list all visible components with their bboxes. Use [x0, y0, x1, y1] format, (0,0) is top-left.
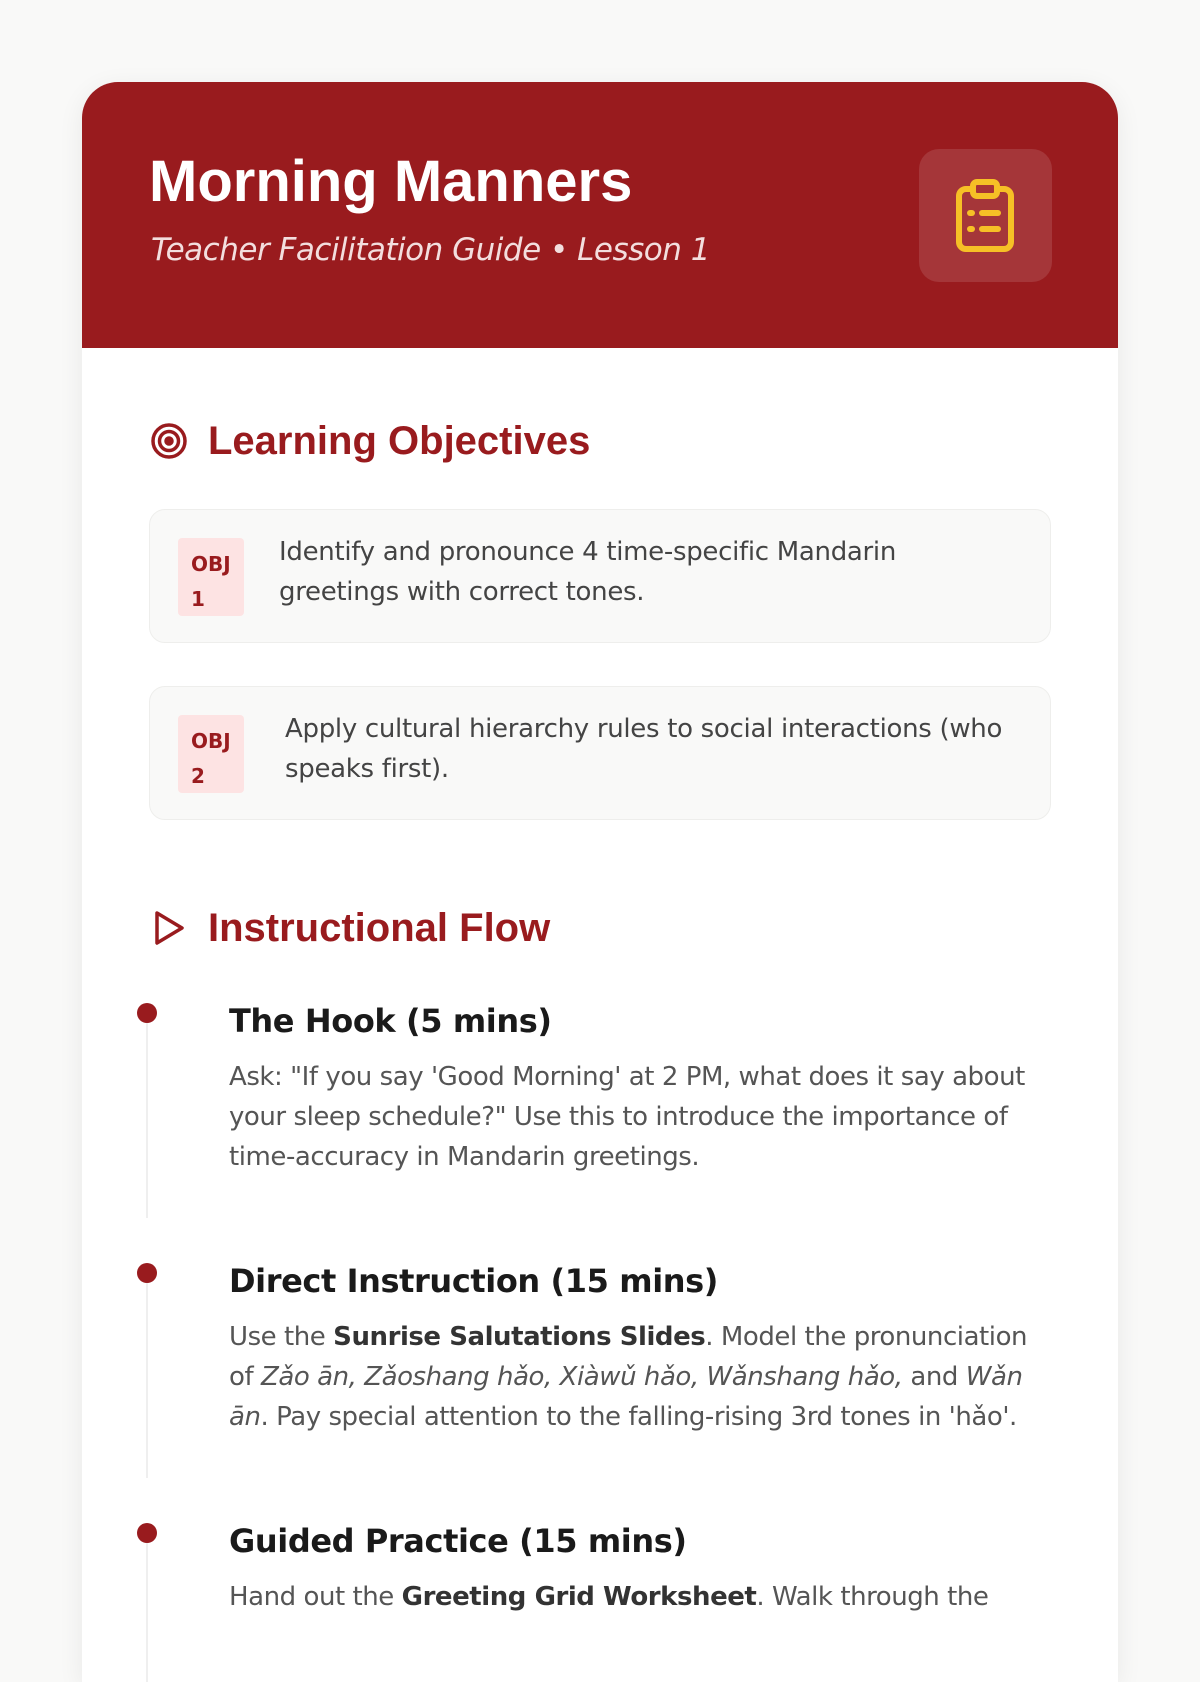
step-text: . Walk through the: [756, 1582, 989, 1612]
lesson-guide-card: [82, 82, 1118, 1682]
objective-badge-label: OBJ: [191, 552, 231, 576]
lesson-header: [82, 82, 1118, 348]
timeline-dot: [137, 1523, 157, 1543]
timeline-dot: [137, 1003, 157, 1023]
objective-card-1: [149, 509, 1051, 643]
step-title: Guided Practice (15 mins): [229, 1522, 687, 1560]
slides-resource-name: Sunrise Salutations Slides: [333, 1322, 706, 1352]
objective-badge-1: [178, 538, 244, 616]
step-description: Ask: "If you say 'Good Morning' at 2 PM, what does it say about your sleep schedule?" Use this to introduce the importance of time-accuracy in Mandarin greetings.: [229, 1062, 1025, 1172]
timeline-step-3: [149, 1522, 1051, 1682]
timeline-step-2: [149, 1262, 1051, 1502]
step-text: and: [902, 1362, 966, 1392]
step-description: [229, 1577, 1029, 1617]
learning-objectives-title: Learning Objectives: [208, 418, 591, 463]
worksheet-resource-name: Greeting Grid Worksheet: [401, 1582, 757, 1612]
objective-text-2: Apply cultural hierarchy rules to social interactions (who speaks first).: [285, 714, 1003, 784]
clipboard-button[interactable]: [919, 149, 1052, 282]
step-text: . Model the pronunciation of: [229, 1322, 1028, 1392]
greeting-term: Wǎn ān: [229, 1362, 1023, 1432]
lesson-title: Morning Manners: [149, 149, 633, 214]
objective-card-2: [149, 686, 1051, 820]
timeline-line: [146, 1023, 148, 1218]
step-text: . Pay special attention to the falling-rising 3rd tones in 'hǎo'.: [260, 1402, 1017, 1432]
target-icon: [149, 421, 189, 461]
instructional-flow-heading: [149, 903, 550, 953]
instructional-flow-title: Instructional Flow: [208, 905, 551, 950]
learning-objectives-heading: [149, 416, 590, 466]
objective-badge-number: 1: [191, 587, 205, 611]
objective-badge-number: 2: [191, 764, 205, 788]
timeline-line: [146, 1543, 148, 1682]
timeline-step-1: [149, 1002, 1051, 1242]
step-title: Direct Instruction (15 mins): [229, 1262, 719, 1300]
step-title: The Hook (5 mins): [229, 1002, 552, 1040]
clipboard-list-icon: [953, 179, 1017, 253]
step-description: [229, 1317, 1029, 1437]
timeline-line: [146, 1283, 148, 1478]
objective-text-1: Identify and pronounce 4 time-specific Mandarin greetings with correct tones.: [279, 537, 897, 607]
step-text: Hand out the: [229, 1582, 402, 1612]
objective-badge-2: [178, 715, 244, 793]
step-text: Use the: [229, 1322, 334, 1352]
greeting-terms: Zǎo ān, Zǎoshang hǎo, Xiàwǔ hǎo, Wǎnshang hǎo,: [260, 1362, 903, 1392]
lesson-subtitle: Teacher Facilitation Guide • Lesson 1: [151, 232, 710, 268]
timeline-dot: [137, 1263, 157, 1283]
objective-badge-label: OBJ: [191, 729, 231, 753]
play-icon: [149, 908, 189, 948]
